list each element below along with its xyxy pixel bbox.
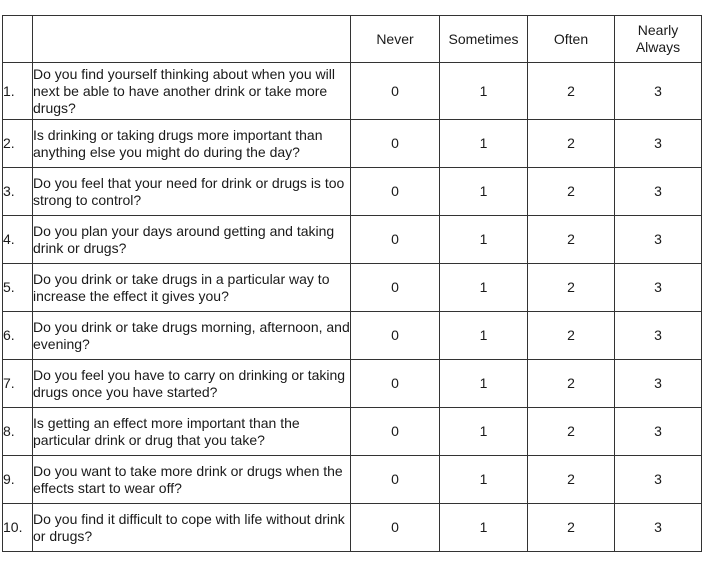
table-row — [3, 408, 702, 456]
score-never: 0 — [351, 456, 440, 504]
table-row — [3, 120, 702, 168]
question-text: Do you find yourself thinking about when you will next be able to have another drink or take more drugs? — [33, 63, 351, 120]
score-never: 0 — [351, 360, 440, 408]
header-row — [3, 16, 702, 63]
row-number: 4. — [3, 216, 33, 264]
score-nearly-always: 3 — [615, 312, 702, 360]
row-number: 3. — [3, 168, 33, 216]
score-sometimes: 1 — [440, 408, 528, 456]
score-often: 2 — [528, 63, 615, 120]
row-number: 9. — [3, 456, 33, 504]
score-sometimes: 1 — [440, 360, 528, 408]
score-never: 0 — [351, 312, 440, 360]
header-never: Never — [351, 16, 440, 63]
question-text: Do you drink or take drugs in a particular way to increase the effect it gives you? — [33, 264, 351, 312]
row-number: 10. — [3, 504, 33, 552]
score-sometimes: 1 — [440, 216, 528, 264]
score-never: 0 — [351, 408, 440, 456]
score-nearly-always: 3 — [615, 264, 702, 312]
score-nearly-always: 3 — [615, 408, 702, 456]
score-never: 0 — [351, 216, 440, 264]
table-row — [3, 216, 702, 264]
score-never: 0 — [351, 168, 440, 216]
questionnaire-table — [2, 15, 702, 552]
score-often: 2 — [528, 216, 615, 264]
header-nearly-always: Nearly Always — [615, 16, 702, 63]
score-sometimes: 1 — [440, 312, 528, 360]
score-sometimes: 1 — [440, 63, 528, 120]
row-number: 2. — [3, 120, 33, 168]
row-number: 7. — [3, 360, 33, 408]
header-sometimes: Sometimes — [440, 16, 528, 63]
question-text: Is drinking or taking drugs more important than anything else you might do during the day? — [33, 120, 351, 168]
table-row — [3, 168, 702, 216]
header-number — [3, 16, 33, 63]
score-never: 0 — [351, 63, 440, 120]
score-never: 0 — [351, 504, 440, 552]
row-number: 1. — [3, 63, 33, 120]
table-row — [3, 456, 702, 504]
table-header — [3, 16, 702, 63]
header-question — [33, 16, 351, 63]
score-never: 0 — [351, 264, 440, 312]
question-text: Do you plan your days around getting and taking drink or drugs? — [33, 216, 351, 264]
score-often: 2 — [528, 120, 615, 168]
score-sometimes: 1 — [440, 504, 528, 552]
score-nearly-always: 3 — [615, 63, 702, 120]
score-nearly-always: 3 — [615, 120, 702, 168]
score-nearly-always: 3 — [615, 360, 702, 408]
score-often: 2 — [528, 360, 615, 408]
table-row — [3, 504, 702, 552]
score-nearly-always: 3 — [615, 504, 702, 552]
score-often: 2 — [528, 264, 615, 312]
score-often: 2 — [528, 504, 615, 552]
score-sometimes: 1 — [440, 264, 528, 312]
table-row — [3, 63, 702, 120]
table-row — [3, 312, 702, 360]
question-text: Do you find it difficult to cope with life without drink or drugs? — [33, 504, 351, 552]
table-row — [3, 264, 702, 312]
score-sometimes: 1 — [440, 456, 528, 504]
table-row — [3, 360, 702, 408]
row-number: 5. — [3, 264, 33, 312]
score-often: 2 — [528, 312, 615, 360]
row-number: 8. — [3, 408, 33, 456]
score-never: 0 — [351, 120, 440, 168]
question-text: Do you want to take more drink or drugs when the effects start to wear off? — [33, 456, 351, 504]
table-body — [3, 63, 702, 552]
score-nearly-always: 3 — [615, 216, 702, 264]
score-nearly-always: 3 — [615, 168, 702, 216]
score-often: 2 — [528, 168, 615, 216]
header-often: Often — [528, 16, 615, 63]
row-number: 6. — [3, 312, 33, 360]
question-text: Do you feel that your need for drink or drugs is too strong to control? — [33, 168, 351, 216]
question-text: Do you drink or take drugs morning, afternoon, and evening? — [33, 312, 351, 360]
question-text: Do you feel you have to carry on drinking or taking drugs once you have started? — [33, 360, 351, 408]
score-often: 2 — [528, 456, 615, 504]
question-text: Is getting an effect more important than the particular drink or drug that you take? — [33, 408, 351, 456]
score-nearly-always: 3 — [615, 456, 702, 504]
score-often: 2 — [528, 408, 615, 456]
score-sometimes: 1 — [440, 168, 528, 216]
score-sometimes: 1 — [440, 120, 528, 168]
